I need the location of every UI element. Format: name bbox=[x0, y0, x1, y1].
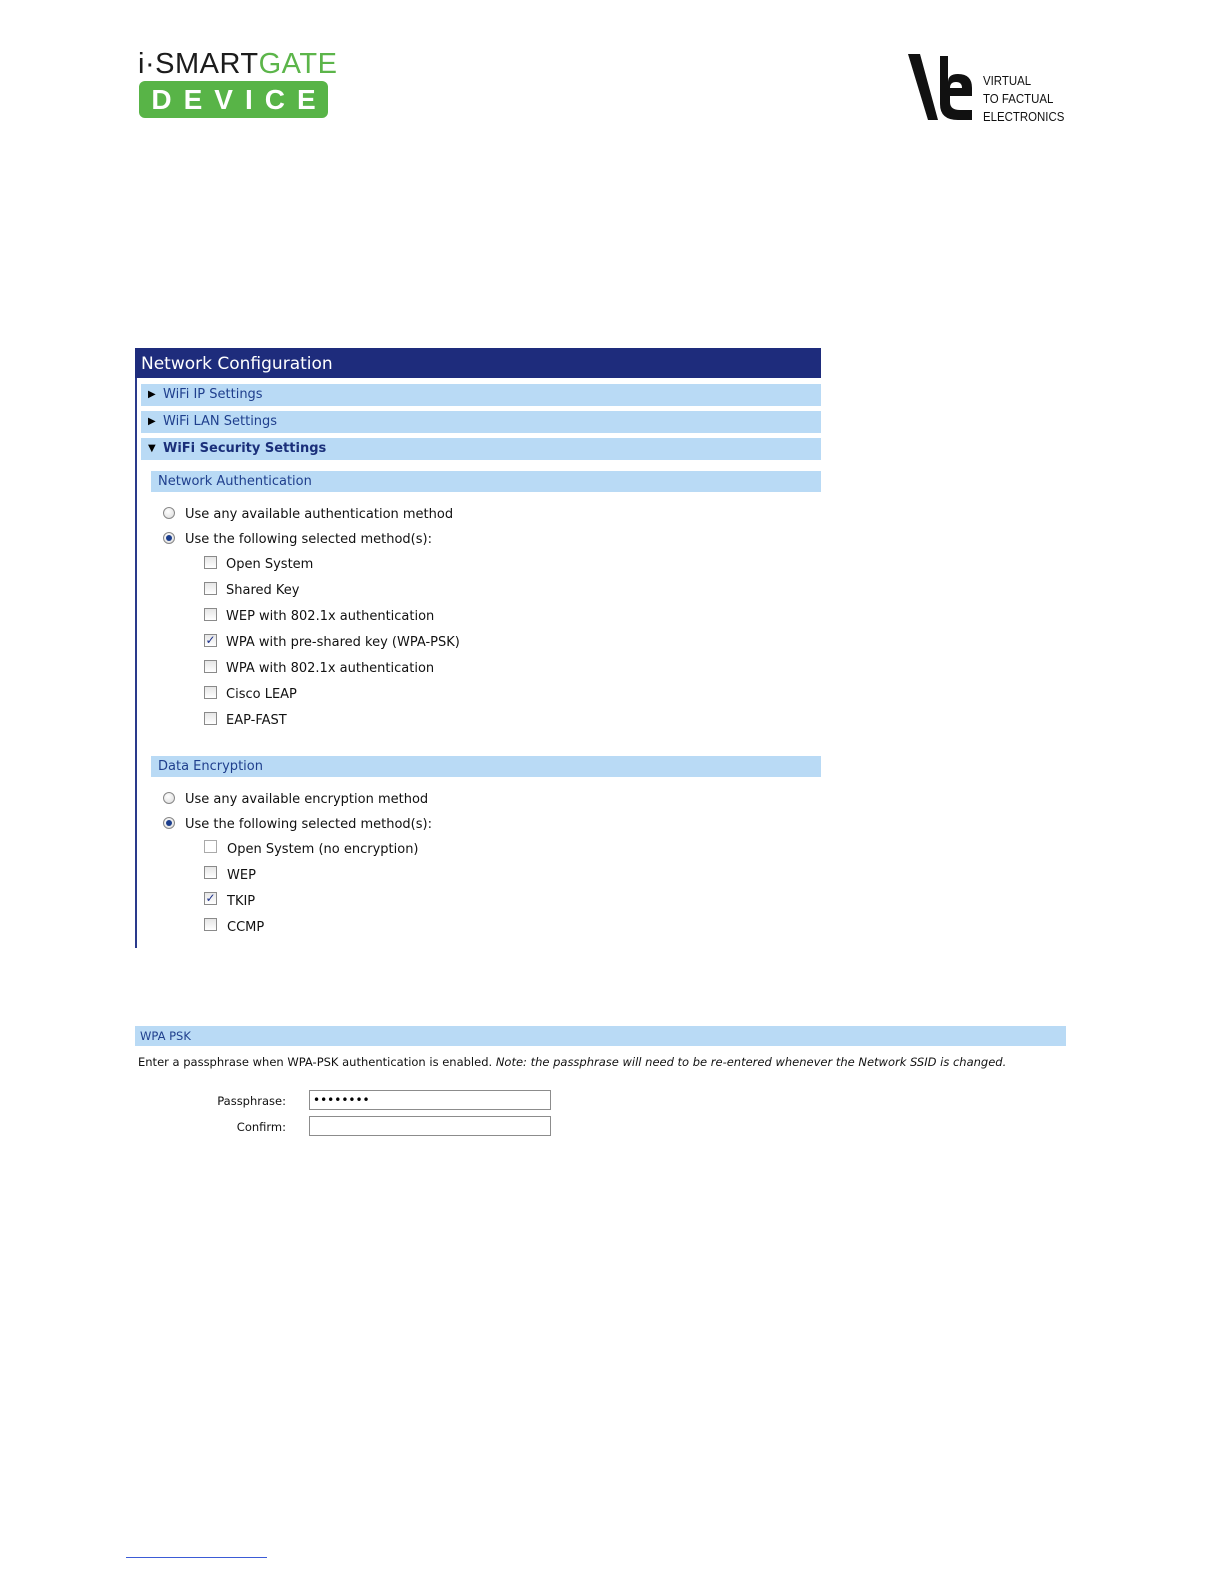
collapse-arrow-icon: ▼ bbox=[148, 443, 156, 454]
auth-open-system-checkbox[interactable] bbox=[204, 556, 217, 569]
panel-border bbox=[135, 378, 137, 948]
auth-any-radio[interactable] bbox=[163, 507, 175, 519]
auth-eap-fast-label: EAP-FAST bbox=[226, 713, 287, 728]
expand-arrow-icon: ▶ bbox=[148, 389, 156, 400]
enc-open-system-checkbox[interactable] bbox=[204, 840, 217, 853]
data-encryption-heading: Data Encryption bbox=[151, 756, 821, 777]
auth-wpa-psk-checkbox[interactable]: ✓ bbox=[205, 633, 216, 647]
auth-open-system-label: Open System bbox=[226, 557, 314, 572]
auth-selected-radio[interactable] bbox=[163, 532, 175, 544]
enc-tkip-checkbox[interactable]: ✓ bbox=[205, 891, 216, 905]
enc-any-label: Use any available encryption method bbox=[185, 792, 429, 807]
enc-wep-label: WEP bbox=[227, 868, 256, 883]
device-badge: DEVICE bbox=[139, 81, 328, 118]
auth-wpa-8021x-checkbox[interactable] bbox=[204, 660, 217, 673]
auth-wep-8021x-checkbox[interactable] bbox=[204, 608, 217, 621]
enc-any-radio[interactable] bbox=[163, 792, 175, 804]
section-wifi-ip-settings[interactable]: ▶ WiFi IP Settings bbox=[141, 384, 821, 406]
company-name: VIRTUAL TO FACTUAL ELECTRONICS bbox=[983, 73, 1065, 124]
expand-arrow-icon: ▶ bbox=[148, 416, 156, 427]
auth-cisco-leap-label: Cisco LEAP bbox=[226, 687, 297, 702]
footer-link-underline bbox=[126, 1557, 267, 1558]
enc-selected-label: Use the following selected method(s): bbox=[185, 817, 432, 832]
passphrase-input[interactable] bbox=[309, 1090, 551, 1110]
auth-cisco-leap-checkbox[interactable] bbox=[204, 686, 217, 699]
panel-title: Network Configuration bbox=[135, 348, 821, 378]
enc-selected-radio[interactable] bbox=[163, 817, 175, 829]
auth-any-label: Use any available authentication method bbox=[185, 507, 454, 522]
enc-ccmp-label: CCMP bbox=[227, 920, 265, 935]
auth-eap-fast-checkbox[interactable] bbox=[204, 712, 217, 725]
confirm-input[interactable] bbox=[309, 1116, 551, 1136]
ismartgate-logo-text: i·SMARTGATE bbox=[138, 48, 338, 80]
network-authentication-heading: Network Authentication bbox=[151, 471, 821, 492]
passphrase-label: Passphrase: bbox=[217, 1094, 286, 1108]
auth-wpa-8021x-label: WPA with 802.1x authentication bbox=[226, 661, 435, 676]
auth-wpa-psk-label: WPA with pre-shared key (WPA-PSK) bbox=[226, 635, 460, 650]
auth-selected-label: Use the following selected method(s): bbox=[185, 532, 432, 547]
wpa-psk-heading: WPA PSK bbox=[135, 1026, 1066, 1046]
confirm-label: Confirm: bbox=[236, 1120, 286, 1134]
wpa-psk-description: Enter a passphrase when WPA-PSK authentication is enabled. Note: the passphrase will need to be re-entered whenever the Network SSID is changed. bbox=[138, 1055, 1007, 1069]
ve-logo-icon bbox=[906, 52, 974, 124]
section-wifi-security-settings[interactable]: ▼ WiFi Security Settings bbox=[141, 438, 821, 460]
enc-ccmp-checkbox[interactable] bbox=[204, 918, 217, 931]
auth-shared-key-checkbox[interactable] bbox=[204, 582, 217, 595]
enc-open-system-label: Open System (no encryption) bbox=[227, 842, 419, 857]
auth-shared-key-label: Shared Key bbox=[226, 583, 300, 598]
enc-tkip-label: TKIP bbox=[227, 894, 256, 909]
auth-wep-8021x-label: WEP with 802.1x authentication bbox=[226, 609, 435, 624]
section-wifi-lan-settings[interactable]: ▶ WiFi LAN Settings bbox=[141, 411, 821, 433]
enc-wep-checkbox[interactable] bbox=[204, 866, 217, 879]
